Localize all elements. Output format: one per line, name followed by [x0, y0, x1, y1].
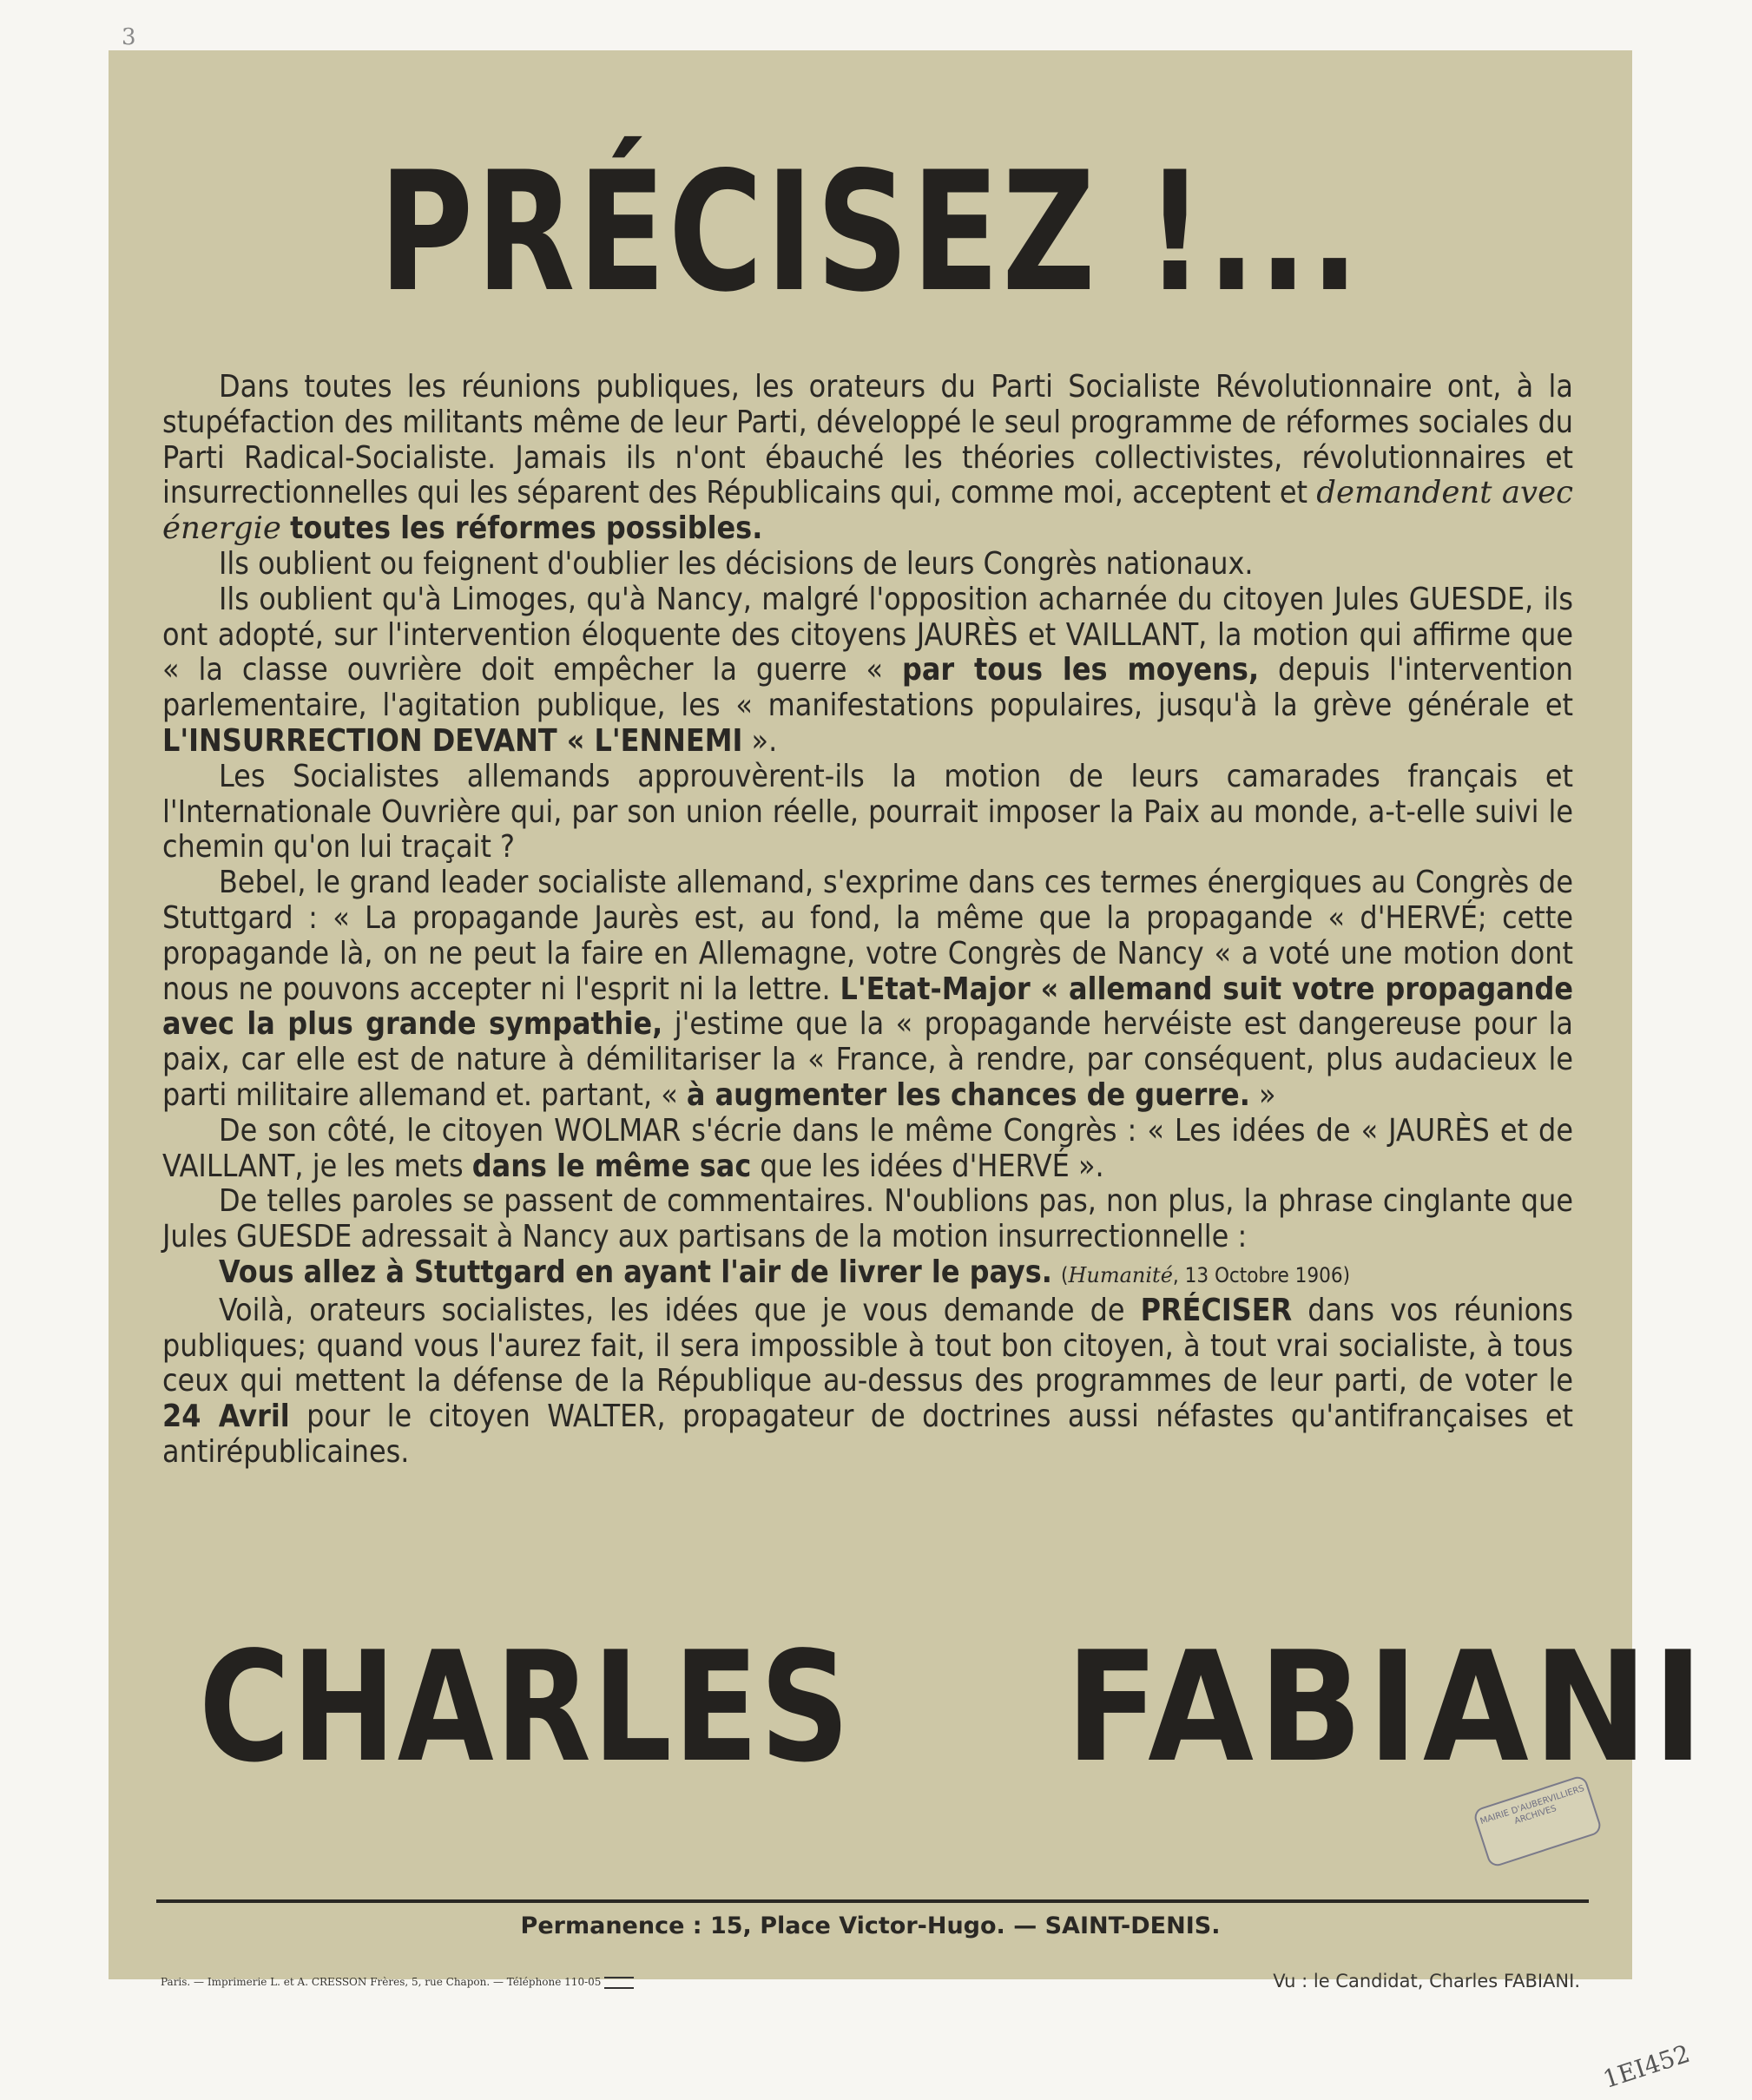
paragraph-7: De telles paroles se passent de commentaires. N'oublions pas, non plus, la phrase cinglante que Jules GUESDE adressait à Nancy aux partisans de la motion insurrectionnelle :	[162, 1183, 1573, 1255]
paragraph-9-text: Voilà, orateurs socialistes, les idées que je vous demande de	[219, 1292, 1125, 1328]
paragraph-3-bold-1: par tous les moyens,	[901, 652, 1260, 688]
paragraph-6-text: De son côté, le citoyen WOLMAR s'écrie dans le même Congrès : « Les idées de « JAURÈS et de VAILLANT, je les mets	[162, 1112, 1573, 1184]
paragraph-1-text: Dans toutes les réunions publiques, les orateurs du Parti Socialiste Révolutionnaire ont, à la stupéfaction des militants même de leur Parti, développé le seul programme de réformes sociales du Parti Radical-Socialiste. Jamais ils n'ont ébauché les théories collectivistes, révolutionnaires et insurrectionnelles qui les séparent des Républicains qui, comme moi, acceptent et	[162, 369, 1573, 511]
paragraph-4: Les Socialistes allemands approuvèrent-ils la motion de leurs camarades français et l'Internationale Ouvrière qui, par son union réelle, pourrait imposer la Paix au monde, a-t-elle suivi le chemin qu'on lui traçait ?	[162, 758, 1573, 866]
archive-stamp: MAIRIE D'AUBERVILLIERS ARCHIVES	[1472, 1774, 1604, 1869]
citation-date: , 13 Octobre 1906)	[1172, 1262, 1351, 1287]
paragraph-5-text: Bebel, le grand leader socialiste allemand, s'exprime dans ces termes énergiques au Congrès de Stuttgard : « La propagande Jaurès est, au fond, la même que la propagande « d'HERVÉ; cette propagande là, on ne peut la faire en Allemagne, votre Congrès de Nancy « a voté une motion dont nous ne pouvons accepter ni l'esprit ni la lettre.	[162, 865, 1573, 1007]
paragraph-3-text-3: ».	[751, 722, 778, 759]
candidate-last-name: FABIANI	[1065, 1620, 1709, 1796]
paragraph-2: Ils oublient ou feignent d'oublier les décisions de leurs Congrès nationaux.	[219, 545, 1254, 582]
paragraph-5-bold-2: à augmenter les chances de guerre.	[686, 1076, 1250, 1113]
paragraph-5	[162, 866, 1573, 1114]
printer-ornament-icon	[604, 1977, 634, 1989]
printer-text: Paris. — Imprimerie L. et A. CRESSON Frères, 5, rue Chapon. — Téléphone 110-05	[161, 1976, 602, 1988]
paragraph-5-text-3: »	[1259, 1076, 1276, 1113]
paragraph-1	[162, 370, 1573, 547]
candidate-first-name: CHARLES	[199, 1620, 852, 1796]
paragraph-3	[162, 583, 1573, 760]
paragraph-9	[162, 1294, 1573, 1471]
paragraph-8	[162, 1255, 1573, 1294]
paragraph-6	[162, 1114, 1573, 1185]
poster-headline: PRÉCISEZ !...	[379, 136, 1362, 328]
paragraph-9-bold-2: 24 Avril	[162, 1399, 290, 1435]
guesde-quote: Vous allez à Stuttgard en ayant l'air de livrer le pays.	[219, 1254, 1052, 1290]
paragraph-6-bold: dans le même sac	[471, 1148, 752, 1184]
paragraph-5-text-2: j'estime que la « propagande hervéiste est dangereuse pour la paix, car elle est de nature à démilitariser la « France, à rendre, par conséquent, plus audacieux le parti militaire allemand et. partant, «	[162, 1006, 1574, 1113]
printer-credit	[161, 1976, 634, 1989]
paragraph-3-text-2: depuis l'intervention parlementaire, l'agitation publique, les « manifestations populaires, jusqu'à la grève générale et	[162, 652, 1573, 724]
corner-pencil-mark: 3	[122, 24, 136, 50]
paragraph-3-text: Ils oublient qu'à Limoges, qu'à Nancy, malgré l'opposition acharnée du citoyen Jules GUESDE, ils ont adopté, sur l'intervention éloquente des citoyens JAURÈS et VAILLANT, la motion qui affirme que « la classe ouvrière doit empêcher la guerre «	[162, 581, 1573, 688]
archive-reference: 1EI452	[1599, 2038, 1694, 2095]
citation-open: (	[1061, 1262, 1069, 1287]
candidate-signature	[199, 1620, 1709, 1796]
paragraph-1-bold: toutes les réformes possibles.	[290, 510, 763, 547]
poster-body	[162, 370, 1573, 1471]
citation	[1061, 1263, 1350, 1287]
citation-source: Humanité	[1068, 1262, 1173, 1287]
office-address: Permanence : 15, Place Victor-Hugo. — SAINT-DENIS.	[520, 1912, 1221, 1939]
paragraph-9-text-2: dans vos réunions publiques; quand vous l'aurez fait, il sera impossible à tout bon citoyen, à tout vrai socialiste, à tous ceux qui mettent la défense de la République au-dessus des programmes de leur parti, de voter le	[162, 1292, 1573, 1399]
paragraph-6-text-2: que les idées d'HERVÉ ».	[760, 1148, 1104, 1184]
poster-sheet	[109, 50, 1709, 1991]
paragraph-1-italic: demandent avec énergie	[162, 475, 1573, 547]
candidate-approval: Vu : le Candidat, Charles FABIANI.	[1273, 1971, 1580, 1991]
paragraph-9-bold-1: PRÉCISER	[1140, 1292, 1293, 1328]
paragraph-3-bold-2: L'INSURRECTION DEVANT « L'ENNEMI	[162, 722, 743, 759]
paragraph-5-bold-1: L'Etat-Major « allemand suit votre propagande avec la plus grande sympathie,	[162, 971, 1574, 1043]
paragraph-9-text-3: pour le citoyen WALTER, propagateur de doctrines aussi néfastes qu'antifrançaises et antirépublicaines.	[162, 1399, 1573, 1470]
divider-rule	[156, 1899, 1589, 1903]
